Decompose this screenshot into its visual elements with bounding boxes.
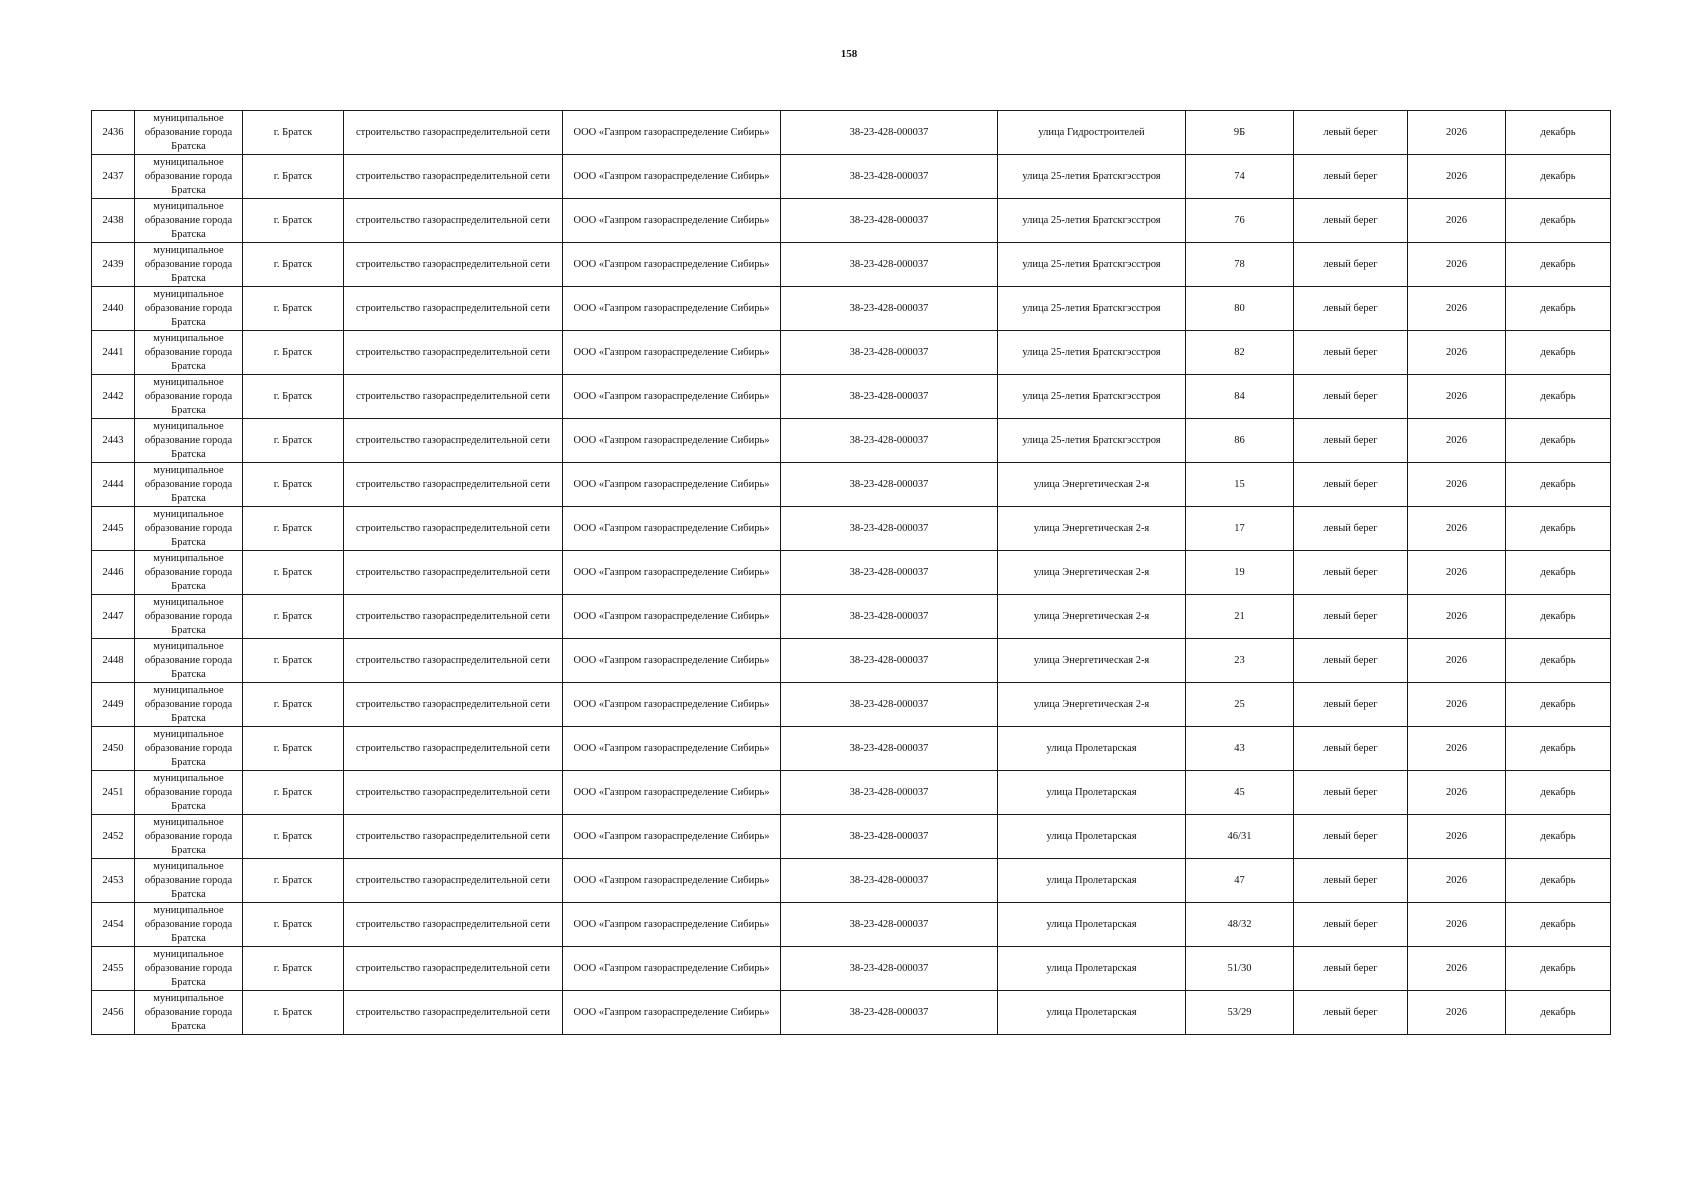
operator-cell: ООО «Газпром газораспределение Сибирь» bbox=[563, 331, 781, 375]
bank-cell: левый берег bbox=[1294, 287, 1408, 331]
street-cell: улица Пролетарская bbox=[998, 771, 1186, 815]
settlement-cell: г. Братск bbox=[243, 375, 344, 419]
row-number: 2445 bbox=[92, 507, 135, 551]
settlement-cell: г. Братск bbox=[243, 595, 344, 639]
month-cell: декабрь bbox=[1506, 595, 1611, 639]
municipality-cell: муниципальное образование города Братска bbox=[135, 331, 243, 375]
street-cell: улица 25-летия Братскгэсстроя bbox=[998, 331, 1186, 375]
settlement-cell: г. Братск bbox=[243, 815, 344, 859]
municipality-cell: муниципальное образование города Братска bbox=[135, 947, 243, 991]
bank-cell: левый берег bbox=[1294, 859, 1408, 903]
code-cell: 38-23-428-000037 bbox=[781, 551, 998, 595]
house-number-cell: 9Б bbox=[1186, 111, 1294, 155]
row-number: 2451 bbox=[92, 771, 135, 815]
row-number: 2455 bbox=[92, 947, 135, 991]
municipality-cell: муниципальное образование города Братска bbox=[135, 155, 243, 199]
row-number: 2438 bbox=[92, 199, 135, 243]
bank-cell: левый берег bbox=[1294, 551, 1408, 595]
month-cell: декабрь bbox=[1506, 463, 1611, 507]
row-number: 2447 bbox=[92, 595, 135, 639]
bank-cell: левый берег bbox=[1294, 947, 1408, 991]
settlement-cell: г. Братск bbox=[243, 331, 344, 375]
operator-cell: ООО «Газпром газораспределение Сибирь» bbox=[563, 771, 781, 815]
code-cell: 38-23-428-000037 bbox=[781, 419, 998, 463]
table-row bbox=[92, 419, 1611, 463]
municipality-cell: муниципальное образование города Братска bbox=[135, 991, 243, 1035]
month-cell: декабрь bbox=[1506, 331, 1611, 375]
table-row bbox=[92, 199, 1611, 243]
year-cell: 2026 bbox=[1408, 331, 1506, 375]
table-row bbox=[92, 331, 1611, 375]
year-cell: 2026 bbox=[1408, 375, 1506, 419]
house-number-cell: 47 bbox=[1186, 859, 1294, 903]
activity-cell: строительство газораспределительной сети bbox=[344, 375, 563, 419]
year-cell: 2026 bbox=[1408, 111, 1506, 155]
house-number-cell: 78 bbox=[1186, 243, 1294, 287]
house-number-cell: 82 bbox=[1186, 331, 1294, 375]
table-row bbox=[92, 727, 1611, 771]
row-number: 2444 bbox=[92, 463, 135, 507]
operator-cell: ООО «Газпром газораспределение Сибирь» bbox=[563, 639, 781, 683]
table-row bbox=[92, 463, 1611, 507]
registry-body bbox=[92, 111, 1611, 1035]
street-cell: улица Пролетарская bbox=[998, 727, 1186, 771]
table-row bbox=[92, 991, 1611, 1035]
activity-cell: строительство газораспределительной сети bbox=[344, 463, 563, 507]
code-cell: 38-23-428-000037 bbox=[781, 331, 998, 375]
month-cell: декабрь bbox=[1506, 903, 1611, 947]
activity-cell: строительство газораспределительной сети bbox=[344, 243, 563, 287]
year-cell: 2026 bbox=[1408, 683, 1506, 727]
operator-cell: ООО «Газпром газораспределение Сибирь» bbox=[563, 727, 781, 771]
house-number-cell: 76 bbox=[1186, 199, 1294, 243]
table-row bbox=[92, 111, 1611, 155]
month-cell: декабрь bbox=[1506, 683, 1611, 727]
street-cell: улица Энергетическая 2-я bbox=[998, 463, 1186, 507]
operator-cell: ООО «Газпром газораспределение Сибирь» bbox=[563, 507, 781, 551]
settlement-cell: г. Братск bbox=[243, 243, 344, 287]
house-number-cell: 23 bbox=[1186, 639, 1294, 683]
municipality-cell: муниципальное образование города Братска bbox=[135, 463, 243, 507]
street-cell: улица 25-летия Братскгэсстроя bbox=[998, 243, 1186, 287]
settlement-cell: г. Братск bbox=[243, 287, 344, 331]
municipality-cell: муниципальное образование города Братска bbox=[135, 771, 243, 815]
settlement-cell: г. Братск bbox=[243, 683, 344, 727]
street-cell: улица 25-летия Братскгэсстроя bbox=[998, 155, 1186, 199]
year-cell: 2026 bbox=[1408, 155, 1506, 199]
settlement-cell: г. Братск bbox=[243, 947, 344, 991]
month-cell: декабрь bbox=[1506, 507, 1611, 551]
bank-cell: левый берег bbox=[1294, 463, 1408, 507]
operator-cell: ООО «Газпром газораспределение Сибирь» bbox=[563, 815, 781, 859]
activity-cell: строительство газораспределительной сети bbox=[344, 683, 563, 727]
code-cell: 38-23-428-000037 bbox=[781, 815, 998, 859]
operator-cell: ООО «Газпром газораспределение Сибирь» bbox=[563, 859, 781, 903]
house-number-cell: 53/29 bbox=[1186, 991, 1294, 1035]
row-number: 2456 bbox=[92, 991, 135, 1035]
year-cell: 2026 bbox=[1408, 815, 1506, 859]
settlement-cell: г. Братск bbox=[243, 199, 344, 243]
bank-cell: левый берег bbox=[1294, 199, 1408, 243]
street-cell: улица Гидростроителей bbox=[998, 111, 1186, 155]
table-row bbox=[92, 859, 1611, 903]
bank-cell: левый берег bbox=[1294, 639, 1408, 683]
activity-cell: строительство газораспределительной сети bbox=[344, 903, 563, 947]
activity-cell: строительство газораспределительной сети bbox=[344, 199, 563, 243]
house-number-cell: 15 bbox=[1186, 463, 1294, 507]
operator-cell: ООО «Газпром газораспределение Сибирь» bbox=[563, 551, 781, 595]
house-number-cell: 43 bbox=[1186, 727, 1294, 771]
bank-cell: левый берег bbox=[1294, 507, 1408, 551]
settlement-cell: г. Братск bbox=[243, 639, 344, 683]
operator-cell: ООО «Газпром газораспределение Сибирь» bbox=[563, 243, 781, 287]
code-cell: 38-23-428-000037 bbox=[781, 639, 998, 683]
row-number: 2436 bbox=[92, 111, 135, 155]
row-number: 2437 bbox=[92, 155, 135, 199]
code-cell: 38-23-428-000037 bbox=[781, 155, 998, 199]
settlement-cell: г. Братск bbox=[243, 155, 344, 199]
month-cell: декабрь bbox=[1506, 419, 1611, 463]
house-number-cell: 86 bbox=[1186, 419, 1294, 463]
bank-cell: левый берег bbox=[1294, 419, 1408, 463]
settlement-cell: г. Братск bbox=[243, 463, 344, 507]
activity-cell: строительство газораспределительной сети bbox=[344, 639, 563, 683]
municipality-cell: муниципальное образование города Братска bbox=[135, 419, 243, 463]
activity-cell: строительство газораспределительной сети bbox=[344, 859, 563, 903]
house-number-cell: 45 bbox=[1186, 771, 1294, 815]
month-cell: декабрь bbox=[1506, 551, 1611, 595]
year-cell: 2026 bbox=[1408, 419, 1506, 463]
month-cell: декабрь bbox=[1506, 375, 1611, 419]
table-row bbox=[92, 639, 1611, 683]
bank-cell: левый берег bbox=[1294, 683, 1408, 727]
table-row bbox=[92, 947, 1611, 991]
street-cell: улица 25-летия Братскгэсстроя bbox=[998, 287, 1186, 331]
code-cell: 38-23-428-000037 bbox=[781, 287, 998, 331]
year-cell: 2026 bbox=[1408, 507, 1506, 551]
row-number: 2450 bbox=[92, 727, 135, 771]
row-number: 2446 bbox=[92, 551, 135, 595]
settlement-cell: г. Братск bbox=[243, 419, 344, 463]
municipality-cell: муниципальное образование города Братска bbox=[135, 375, 243, 419]
street-cell: улица Энергетическая 2-я bbox=[998, 595, 1186, 639]
month-cell: декабрь bbox=[1506, 111, 1611, 155]
month-cell: декабрь bbox=[1506, 771, 1611, 815]
year-cell: 2026 bbox=[1408, 243, 1506, 287]
municipality-cell: муниципальное образование города Братска bbox=[135, 815, 243, 859]
year-cell: 2026 bbox=[1408, 947, 1506, 991]
code-cell: 38-23-428-000037 bbox=[781, 111, 998, 155]
municipality-cell: муниципальное образование города Братска bbox=[135, 199, 243, 243]
row-number: 2439 bbox=[92, 243, 135, 287]
bank-cell: левый берег bbox=[1294, 155, 1408, 199]
house-number-cell: 80 bbox=[1186, 287, 1294, 331]
month-cell: декабрь bbox=[1506, 727, 1611, 771]
bank-cell: левый берег bbox=[1294, 903, 1408, 947]
month-cell: декабрь bbox=[1506, 815, 1611, 859]
month-cell: декабрь bbox=[1506, 859, 1611, 903]
street-cell: улица Пролетарская bbox=[998, 903, 1186, 947]
bank-cell: левый берег bbox=[1294, 771, 1408, 815]
operator-cell: ООО «Газпром газораспределение Сибирь» bbox=[563, 419, 781, 463]
house-number-cell: 74 bbox=[1186, 155, 1294, 199]
operator-cell: ООО «Газпром газораспределение Сибирь» bbox=[563, 287, 781, 331]
code-cell: 38-23-428-000037 bbox=[781, 947, 998, 991]
year-cell: 2026 bbox=[1408, 463, 1506, 507]
operator-cell: ООО «Газпром газораспределение Сибирь» bbox=[563, 991, 781, 1035]
bank-cell: левый берег bbox=[1294, 595, 1408, 639]
row-number: 2440 bbox=[92, 287, 135, 331]
year-cell: 2026 bbox=[1408, 903, 1506, 947]
settlement-cell: г. Братск bbox=[243, 727, 344, 771]
table-row bbox=[92, 155, 1611, 199]
street-cell: улица Энергетическая 2-я bbox=[998, 683, 1186, 727]
month-cell: декабрь bbox=[1506, 947, 1611, 991]
operator-cell: ООО «Газпром газораспределение Сибирь» bbox=[563, 375, 781, 419]
street-cell: улица Пролетарская bbox=[998, 991, 1186, 1035]
activity-cell: строительство газораспределительной сети bbox=[344, 595, 563, 639]
house-number-cell: 48/32 bbox=[1186, 903, 1294, 947]
activity-cell: строительство газораспределительной сети bbox=[344, 727, 563, 771]
bank-cell: левый берег bbox=[1294, 111, 1408, 155]
year-cell: 2026 bbox=[1408, 859, 1506, 903]
bank-cell: левый берег bbox=[1294, 331, 1408, 375]
row-number: 2442 bbox=[92, 375, 135, 419]
code-cell: 38-23-428-000037 bbox=[781, 199, 998, 243]
row-number: 2443 bbox=[92, 419, 135, 463]
activity-cell: строительство газораспределительной сети bbox=[344, 287, 563, 331]
month-cell: декабрь bbox=[1506, 199, 1611, 243]
municipality-cell: муниципальное образование города Братска bbox=[135, 507, 243, 551]
registry-table bbox=[91, 110, 1611, 1035]
settlement-cell: г. Братск bbox=[243, 111, 344, 155]
code-cell: 38-23-428-000037 bbox=[781, 771, 998, 815]
operator-cell: ООО «Газпром газораспределение Сибирь» bbox=[563, 947, 781, 991]
year-cell: 2026 bbox=[1408, 991, 1506, 1035]
year-cell: 2026 bbox=[1408, 771, 1506, 815]
code-cell: 38-23-428-000037 bbox=[781, 595, 998, 639]
street-cell: улица Энергетическая 2-я bbox=[998, 551, 1186, 595]
municipality-cell: муниципальное образование города Братска bbox=[135, 287, 243, 331]
municipality-cell: муниципальное образование города Братска bbox=[135, 595, 243, 639]
row-number: 2448 bbox=[92, 639, 135, 683]
municipality-cell: муниципальное образование города Братска bbox=[135, 903, 243, 947]
municipality-cell: муниципальное образование города Братска bbox=[135, 683, 243, 727]
table-row bbox=[92, 507, 1611, 551]
table-row bbox=[92, 771, 1611, 815]
activity-cell: строительство газораспределительной сети bbox=[344, 815, 563, 859]
street-cell: улица 25-летия Братскгэсстроя bbox=[998, 199, 1186, 243]
municipality-cell: муниципальное образование города Братска bbox=[135, 859, 243, 903]
month-cell: декабрь bbox=[1506, 243, 1611, 287]
street-cell: улица Энергетическая 2-я bbox=[998, 639, 1186, 683]
house-number-cell: 51/30 bbox=[1186, 947, 1294, 991]
operator-cell: ООО «Газпром газораспределение Сибирь» bbox=[563, 111, 781, 155]
table-row bbox=[92, 595, 1611, 639]
year-cell: 2026 bbox=[1408, 639, 1506, 683]
house-number-cell: 17 bbox=[1186, 507, 1294, 551]
code-cell: 38-23-428-000037 bbox=[781, 859, 998, 903]
code-cell: 38-23-428-000037 bbox=[781, 243, 998, 287]
municipality-cell: муниципальное образование города Братска bbox=[135, 727, 243, 771]
operator-cell: ООО «Газпром газораспределение Сибирь» bbox=[563, 595, 781, 639]
month-cell: декабрь bbox=[1506, 155, 1611, 199]
bank-cell: левый берег bbox=[1294, 375, 1408, 419]
house-number-cell: 25 bbox=[1186, 683, 1294, 727]
code-cell: 38-23-428-000037 bbox=[781, 375, 998, 419]
table-row bbox=[92, 551, 1611, 595]
bank-cell: левый берег bbox=[1294, 727, 1408, 771]
house-number-cell: 19 bbox=[1186, 551, 1294, 595]
municipality-cell: муниципальное образование города Братска bbox=[135, 551, 243, 595]
page-number: 158 bbox=[840, 48, 858, 60]
bank-cell: левый берег bbox=[1294, 243, 1408, 287]
year-cell: 2026 bbox=[1408, 199, 1506, 243]
table-row bbox=[92, 683, 1611, 727]
house-number-cell: 46/31 bbox=[1186, 815, 1294, 859]
row-number: 2453 bbox=[92, 859, 135, 903]
activity-cell: строительство газораспределительной сети bbox=[344, 551, 563, 595]
table-row bbox=[92, 287, 1611, 331]
operator-cell: ООО «Газпром газораспределение Сибирь» bbox=[563, 155, 781, 199]
activity-cell: строительство газораспределительной сети bbox=[344, 947, 563, 991]
code-cell: 38-23-428-000037 bbox=[781, 683, 998, 727]
operator-cell: ООО «Газпром газораспределение Сибирь» bbox=[563, 463, 781, 507]
operator-cell: ООО «Газпром газораспределение Сибирь» bbox=[563, 903, 781, 947]
activity-cell: строительство газораспределительной сети bbox=[344, 991, 563, 1035]
street-cell: улица Пролетарская bbox=[998, 947, 1186, 991]
house-number-cell: 84 bbox=[1186, 375, 1294, 419]
activity-cell: строительство газораспределительной сети bbox=[344, 111, 563, 155]
month-cell: декабрь bbox=[1506, 639, 1611, 683]
activity-cell: строительство газораспределительной сети bbox=[344, 771, 563, 815]
table-row bbox=[92, 375, 1611, 419]
activity-cell: строительство газораспределительной сети bbox=[344, 155, 563, 199]
code-cell: 38-23-428-000037 bbox=[781, 991, 998, 1035]
activity-cell: строительство газораспределительной сети bbox=[344, 507, 563, 551]
municipality-cell: муниципальное образование города Братска bbox=[135, 243, 243, 287]
activity-cell: строительство газораспределительной сети bbox=[344, 419, 563, 463]
code-cell: 38-23-428-000037 bbox=[781, 903, 998, 947]
settlement-cell: г. Братск bbox=[243, 859, 344, 903]
year-cell: 2026 bbox=[1408, 727, 1506, 771]
activity-cell: строительство газораспределительной сети bbox=[344, 331, 563, 375]
month-cell: декабрь bbox=[1506, 991, 1611, 1035]
code-cell: 38-23-428-000037 bbox=[781, 463, 998, 507]
bank-cell: левый берег bbox=[1294, 991, 1408, 1035]
table-row bbox=[92, 243, 1611, 287]
street-cell: улица 25-летия Братскгэсстроя bbox=[998, 419, 1186, 463]
settlement-cell: г. Братск bbox=[243, 991, 344, 1035]
settlement-cell: г. Братск bbox=[243, 903, 344, 947]
year-cell: 2026 bbox=[1408, 287, 1506, 331]
table-row bbox=[92, 815, 1611, 859]
house-number-cell: 21 bbox=[1186, 595, 1294, 639]
operator-cell: ООО «Газпром газораспределение Сибирь» bbox=[563, 199, 781, 243]
year-cell: 2026 bbox=[1408, 551, 1506, 595]
code-cell: 38-23-428-000037 bbox=[781, 507, 998, 551]
settlement-cell: г. Братск bbox=[243, 507, 344, 551]
table-row bbox=[92, 903, 1611, 947]
row-number: 2454 bbox=[92, 903, 135, 947]
street-cell: улица Энергетическая 2-я bbox=[998, 507, 1186, 551]
settlement-cell: г. Братск bbox=[243, 771, 344, 815]
row-number: 2449 bbox=[92, 683, 135, 727]
municipality-cell: муниципальное образование города Братска bbox=[135, 111, 243, 155]
month-cell: декабрь bbox=[1506, 287, 1611, 331]
settlement-cell: г. Братск bbox=[243, 551, 344, 595]
year-cell: 2026 bbox=[1408, 595, 1506, 639]
row-number: 2452 bbox=[92, 815, 135, 859]
code-cell: 38-23-428-000037 bbox=[781, 727, 998, 771]
row-number: 2441 bbox=[92, 331, 135, 375]
street-cell: улица 25-летия Братскгэсстроя bbox=[998, 375, 1186, 419]
operator-cell: ООО «Газпром газораспределение Сибирь» bbox=[563, 683, 781, 727]
municipality-cell: муниципальное образование города Братска bbox=[135, 639, 243, 683]
street-cell: улица Пролетарская bbox=[998, 815, 1186, 859]
street-cell: улица Пролетарская bbox=[998, 859, 1186, 903]
bank-cell: левый берег bbox=[1294, 815, 1408, 859]
